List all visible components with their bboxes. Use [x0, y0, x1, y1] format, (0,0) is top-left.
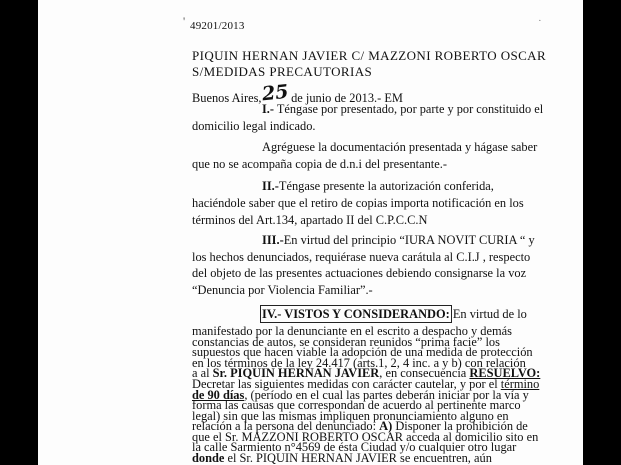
p5-line5: en los términos de la ley 24.417 (arts.1, 2, 4 inc. a y b) con relación	[192, 355, 526, 370]
p2-line1: Agréguese la documentación presentada y hágase saber	[262, 140, 538, 154]
p3-line3: términos del Art.134, apartado II del C.P.C.C.N	[192, 213, 428, 227]
p5-line9: forma las causas que correspondan de acuerdo al pertinente marco	[192, 398, 521, 413]
p5-line13: la calle Sarmiento n°4569 de ésta Ciudad y/o cualquier otro lugar	[192, 440, 517, 455]
p1-line2: domicilio legal indicado.	[192, 119, 316, 133]
vistos-heading: IV.- VISTOS Y CONSIDERANDO:	[262, 307, 450, 321]
p3-line1	[262, 178, 494, 194]
p5-l14b: el Sr. PIQUIN HERNAN JAVIER	[224, 451, 401, 465]
p3-numeral: II.-	[262, 179, 279, 193]
p3-text: Téngase presente la autorización conferida,	[278, 179, 494, 193]
p5-line14	[192, 450, 492, 465]
corner-mark-right: ·	[538, 15, 542, 27]
item-a: A)	[379, 419, 393, 434]
p5-l8b: , (período en el cual las partes deberán iniciar por la vía y	[244, 387, 529, 402]
p5-line10: legal) sin que las mismas impliquen pronunciamiento alguno en	[192, 408, 509, 423]
p5-line12: que el Sr. MAZZONI ROBERTO OSCAR acceda al domicilio sito en	[192, 429, 539, 444]
p5-l11: relación a la persona del denunciado:	[192, 419, 380, 434]
p4-line3: del objeto de las presentes actuaciones debiendo consignarse la voz	[192, 266, 527, 280]
date-place: Buenos Aires,	[192, 91, 262, 105]
p4-numeral: III.-	[262, 233, 284, 247]
resuelvo-label: RESUELVO:	[469, 366, 541, 381]
p4-line2: los hechos denunciados, requiérase nueva carátula al C.I.J , respecto	[192, 250, 531, 264]
case-caption-line1: PIQUIN HERNAN JAVIER C/ MAZZONI ROBERTO OSCAR	[192, 48, 547, 63]
p5-l6a: a al	[192, 366, 213, 381]
ninety-days: de 90 días	[192, 387, 245, 402]
p5-line3: constancias de autos, se consideran reunidos “prima facie” los	[192, 334, 500, 349]
p5-l14a: donde	[192, 451, 225, 465]
p4-line1	[262, 232, 535, 248]
p1-line1	[262, 101, 543, 117]
document-page	[38, 0, 583, 465]
p5-line4: supuestos que hacen viable la adopción de una medida de protección	[192, 345, 533, 360]
p5-line2: manifestado por la denunciante en el escrito a despacho y demás	[192, 324, 512, 338]
p5-l11c: Disponer la prohibición de	[392, 419, 528, 434]
respondent-name: Sr. PIQUIN HERNAN JAVIER	[212, 366, 380, 381]
p5-l7a: Decretar las siguientes medidas con carácter cautelar, y por el	[192, 376, 501, 391]
p5-text: En virtud de lo	[449, 307, 527, 321]
file-number: 49201/2013	[190, 20, 245, 32]
p1-numeral: I.-	[262, 102, 274, 116]
p1-text: Téngase por presentado, por parte y por constituido el	[273, 102, 544, 116]
date-day-handwritten: 25	[260, 80, 290, 106]
p3-line2: haciéndole saber que el retiro de copias importa notificación en los	[192, 196, 524, 210]
corner-mark: '	[183, 14, 186, 28]
date-rest: de junio de 2013.- EM	[291, 91, 403, 105]
termino-label: término	[500, 376, 540, 391]
p4-line4: “Denuncia por Violencia Familiar”.-	[192, 283, 373, 297]
p5-l14c: se encuentren, aún	[400, 451, 492, 465]
p5-l6c: , en consecuencia	[379, 366, 470, 381]
p2-line2: que no se acompaña copia de d.n.i del presentante.-	[192, 157, 447, 171]
p4-text: En virtud del principio “IURA NOVIT CURIA “ y	[283, 233, 535, 247]
case-caption-line2: S/MEDIDAS PRECAUTORIAS	[192, 64, 373, 79]
p5-line1	[262, 306, 527, 322]
